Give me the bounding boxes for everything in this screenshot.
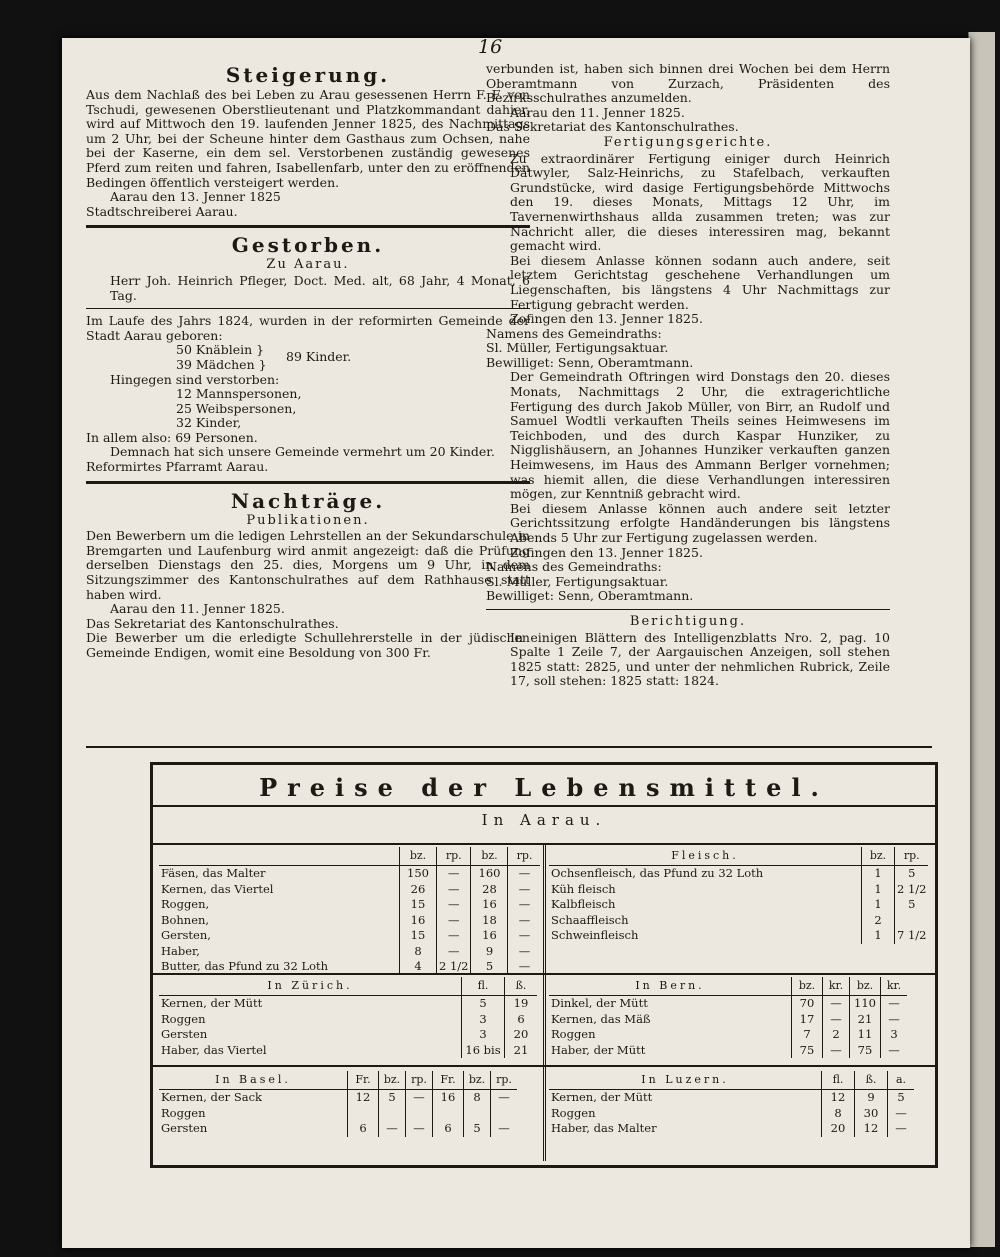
table-row [159, 866, 540, 882]
cell-value: — [888, 1106, 915, 1122]
bern-label: In Bern. [549, 977, 792, 996]
cell-value: 8 [400, 944, 437, 960]
divider [86, 308, 530, 309]
table-row [549, 882, 928, 898]
aarau-label: In Aarau. [481, 811, 607, 829]
cell-value: 5 [464, 1121, 491, 1137]
fert-sign-2b: Sl. Müller, Fertigungsaktuar. [486, 573, 669, 589]
table-row [549, 866, 928, 882]
cell-value [379, 1106, 406, 1122]
cell-value: — [491, 1121, 518, 1137]
col-head: rp. [508, 847, 541, 866]
dead-block [86, 387, 530, 431]
row-label: Gersten [161, 1027, 208, 1041]
aarau-table [159, 847, 540, 975]
row-label: Kernen, der Mütt [161, 996, 263, 1010]
table-row [549, 1090, 914, 1106]
cell-value: 26 [400, 882, 437, 898]
section-divider [86, 746, 932, 748]
col-head: kr. [881, 977, 908, 996]
table-row [159, 1012, 537, 1028]
cell-value: — [508, 959, 541, 975]
stats-intro: Im Laufe des Jahrs 1824, wurden in der reformirten Gemeinde der Stadt Aarau geboren: [86, 313, 530, 343]
row-label: Butter, das Pfund zu 32 Loth [161, 959, 329, 973]
nachtraege-text2: Die Bewerber um die erledigte Schullehrerstelle in der jüdischen Gemeinde Endigen, womit eine Besoldung von 300 Fr. [86, 630, 530, 660]
table-row [159, 913, 540, 929]
cell-value: 75 [792, 1043, 823, 1059]
nachtraege-sign: Das Sekretariat des Kantonschulrathes. [86, 615, 339, 631]
steigerung-sign: Stadtschreiberei Aarau. [86, 203, 238, 219]
births-total: 89 Kinder. [286, 349, 352, 365]
row-label: Kernen, der Mütt [551, 1090, 653, 1104]
cell-value: 6 [433, 1121, 464, 1137]
col-head: kr. [823, 977, 850, 996]
cell-value: — [508, 882, 541, 898]
fert-date-1: Zofingen den 13. Jenner 1825. [510, 311, 703, 327]
aarau-block [159, 847, 540, 975]
fert-date-2: Zofingen den 13. Jenner 1825. [510, 544, 703, 560]
cell-value: — [508, 897, 541, 913]
cell-value: 21 [850, 1012, 881, 1028]
row-label: Schaaffleisch [551, 912, 629, 927]
table-row [549, 928, 928, 944]
cell-value: 16 [471, 897, 508, 913]
cell-value: — [406, 1090, 433, 1106]
row-label: Kalbfleisch [551, 897, 616, 911]
col-head: bz. [792, 977, 823, 996]
cell-value: 5 [471, 959, 508, 975]
table-row [159, 1043, 537, 1059]
cell-value: 28 [471, 882, 508, 898]
basel-table [159, 1071, 517, 1137]
cell-value: — [508, 928, 541, 944]
births-block [86, 343, 530, 372]
cont-text: verbunden ist, haben sich binnen drei Wochen bei dem Herrn Oberamtmann von Zurzach, Präsidenten des Bezirksschulrathes anzumelden. [486, 61, 890, 106]
col-head: bz. [379, 1071, 406, 1090]
cell-value: 12 [822, 1090, 855, 1106]
cell-value: 9 [855, 1090, 888, 1106]
row-label: Ochsenfleisch, das Pfund zu 32 Loth [551, 866, 764, 880]
table-row [549, 996, 907, 1012]
col-head: Fr. [348, 1071, 379, 1090]
cell-value: 7 [792, 1027, 823, 1043]
col-head: ß. [505, 977, 538, 996]
stats-sign: Reformirtes Pfarramt Aarau. [86, 459, 269, 475]
cell-value [491, 1106, 518, 1122]
fert-text-2: Bei diesem Anlasse können sodann auch andere, seit letztem Gerichtstag geschehene Verhandlungen um Liegenschaften, bis längstens 4 Uhr Nachmittags zur Fertigung gebracht werden. [510, 252, 890, 312]
table-row [159, 1106, 517, 1122]
table-row [159, 897, 540, 913]
zuerich-table [159, 977, 537, 1058]
cell-value: 2 [862, 913, 895, 929]
col-head: a. [888, 1071, 915, 1090]
cell-value: 1 [862, 897, 895, 913]
bern-block [549, 977, 907, 1058]
table-row [549, 897, 928, 913]
col-head: fl. [822, 1071, 855, 1090]
gestorben-place: Zu Aarau. [266, 257, 350, 273]
cont-sign: Das Sekretariat des Kantonschulrathes. [486, 119, 739, 135]
divider [486, 609, 890, 610]
cell-value: — [379, 1121, 406, 1137]
row-label: Kernen, das Viertel [161, 881, 274, 896]
cell-value: 5 [462, 996, 505, 1012]
table-row [159, 944, 540, 960]
cell-value: 3 [462, 1027, 505, 1043]
fert-text-3: Der Gemeindrath Oftringen wird Donstags den 20. dieses Monats, Nachmittags 2 Uhr, die extragerichtliche Fertigung des durch Jakob Müller, von Birr, an Rudolf und Samuel Wodtli verkauften Theils seines Heimwesens im Teichboden, und des durch Kaspar Hunziker, zu Nigglishäusern, an Johannes Hunziker verkauften ganzen Heimwesens, im Haus des Ammann Berlger vornehmen; was hiemit allen, die diese Verhandlungen interessiren mögen, zur Kenntniß gebracht wird. [510, 369, 890, 502]
cell-value: — [888, 1121, 915, 1137]
cell-value: — [823, 996, 850, 1012]
nachtraege-sub: Publikationen. [246, 512, 370, 528]
col-head: rp. [491, 1071, 518, 1090]
bern-table [549, 977, 907, 1058]
fert-bewilliget-2: Bewilliget: Senn, Oberamtmann. [486, 588, 694, 604]
left-column [86, 62, 530, 661]
luzern-block [549, 1071, 914, 1137]
table-row [159, 928, 540, 944]
cell-value: — [437, 913, 471, 929]
table-row [159, 996, 537, 1012]
row-label: Roggen [161, 1105, 206, 1120]
col-head: ß. [855, 1071, 888, 1090]
cell-value: 70 [792, 996, 823, 1012]
cell-value [895, 913, 929, 929]
col-head: bz. [471, 847, 508, 866]
row-label: Haber, das Malter [551, 1121, 657, 1135]
col-head: bz. [862, 847, 895, 866]
cell-value: 2 1/2 [437, 959, 471, 975]
col-head: Fr. [433, 1071, 464, 1090]
basel-label: In Basel. [159, 1071, 348, 1090]
divider [86, 225, 530, 228]
cell-value: 9 [471, 944, 508, 960]
table-col-rule [543, 843, 546, 1161]
cell-value: 2 [823, 1027, 850, 1043]
row-label: Roggen [161, 1011, 206, 1026]
cell-value: 2 1/2 [895, 882, 929, 898]
cell-value: 17 [792, 1012, 823, 1028]
cell-value: 3 [462, 1012, 505, 1028]
cell-value: 75 [850, 1043, 881, 1059]
divider [86, 481, 530, 484]
fleisch-block [549, 847, 928, 944]
stats-increase: Demnach hat sich unsere Gemeinde vermehrt um 20 Kinder. [110, 444, 495, 460]
cell-value: — [881, 1043, 908, 1059]
cell-value: 21 [505, 1043, 538, 1059]
table-row [549, 1043, 907, 1059]
nachtraege-date: Aarau den 11. Jenner 1825. [110, 601, 285, 617]
cell-value: 8 [464, 1090, 491, 1106]
nachtraege-text: Den Bewerbern um die ledigen Lehrstellen an der Sekundarschule in Bremgarten und Laufenburg wird anmit angezeigt: daß die Prüfung derselben Dienstags den 25. dies, Morgens um 9 Uhr, in dem Sitzungszimmer des Kantonschulrathes auf dem Rathhause statt haben wird. [86, 528, 530, 602]
cell-value: — [823, 1043, 850, 1059]
page-number: 16 [478, 36, 503, 58]
zuerich-block [159, 977, 537, 1058]
cell-value: 16 [433, 1090, 464, 1106]
cell-value: — [881, 1012, 908, 1028]
dead-intro: Hingegen sind verstorben: [110, 371, 280, 387]
row-label: Dinkel, der Mütt [551, 996, 648, 1010]
col-head: rp. [406, 1071, 433, 1090]
cell-value: — [437, 882, 471, 898]
right-column [486, 62, 890, 689]
cell-value: 5 [895, 866, 929, 882]
fert-sign-1a: Namens des Gemeindraths: [486, 325, 662, 341]
stats-total: In allem also: 69 Personen. [86, 429, 258, 445]
dead-children: 32 Kinder, [176, 415, 242, 431]
table-row [159, 1121, 517, 1137]
cell-value: 7 1/2 [895, 928, 929, 944]
table-row [549, 1106, 914, 1122]
table-row [159, 882, 540, 898]
births-girls: 39 Mädchen } [176, 356, 267, 372]
fleisch-label: Fleisch. [549, 847, 862, 866]
cell-value: 5 [379, 1090, 406, 1106]
cell-value: 3 [881, 1027, 908, 1043]
cell-value: — [508, 913, 541, 929]
cell-value: 15 [400, 928, 437, 944]
cell-value: — [823, 1012, 850, 1028]
cell-value: 16 bis [462, 1043, 505, 1059]
row-label: Gersten, [161, 928, 211, 942]
cell-value: 15 [400, 897, 437, 913]
cell-value: — [491, 1090, 518, 1106]
cell-value: — [881, 996, 908, 1012]
basel-block [159, 1071, 517, 1137]
cell-value: 4 [400, 959, 437, 975]
fleisch-table [549, 847, 928, 944]
cell-value: 19 [505, 996, 538, 1012]
cell-value: 20 [822, 1121, 855, 1137]
row-label: Roggen, [161, 897, 210, 911]
cell-value: — [437, 944, 471, 960]
row-label: Gersten [161, 1121, 208, 1135]
row-label: Haber, der Mütt [551, 1042, 646, 1057]
cell-value [433, 1106, 464, 1122]
steigerung-heading: Steigerung. [225, 63, 391, 87]
page-edge [968, 32, 995, 1247]
table-row [549, 1121, 914, 1137]
col-head: rp. [895, 847, 929, 866]
cell-value: — [437, 897, 471, 913]
cell-value: 1 [862, 882, 895, 898]
price-table-title: Preise der Lebensmittel. [259, 773, 829, 802]
row-label: Roggen [551, 1105, 596, 1120]
cell-value: 12 [348, 1090, 379, 1106]
dead-men: 12 Mannspersonen, [176, 386, 302, 402]
cell-value: 150 [400, 866, 437, 882]
cell-value [406, 1106, 433, 1122]
col-head: bz. [850, 977, 881, 996]
fert-heading: Fertigungsgerichte. [603, 134, 773, 150]
cell-value: — [437, 928, 471, 944]
steigerung-date: Aarau den 13. Jenner 1825 [110, 189, 281, 205]
table-row [159, 959, 540, 975]
col-head: rp. [437, 847, 471, 866]
gestorben-text: Herr Joh. Heinrich Pfleger, Doct. Med. alt, 68 Jahr, 4 Monat, 6 Tag. [110, 272, 530, 303]
row-label: Kernen, der Sack [161, 1090, 262, 1104]
row-label: Schweinfleisch [551, 928, 639, 942]
row-label: Kernen, das Mäß [551, 1011, 651, 1026]
cell-value: 8 [822, 1106, 855, 1122]
cell-value: 160 [471, 866, 508, 882]
zuerich-label: In Zürich. [159, 977, 462, 996]
births-boys: 50 Knäblein } [176, 342, 265, 358]
berichtigung-heading: Berichtigung. [629, 613, 747, 629]
gestorben-heading: Gestorben. [231, 233, 385, 258]
table-row [549, 1012, 907, 1028]
row-label: Bohnen, [161, 912, 210, 927]
fert-sign-2a: Namens des Gemeindraths: [486, 559, 662, 575]
luzern-label: In Luzern. [549, 1071, 822, 1090]
table-rule [153, 805, 935, 807]
cell-value: — [406, 1121, 433, 1137]
row-label: Roggen [551, 1027, 596, 1041]
cell-value: 18 [471, 913, 508, 929]
row-label: Küh fleisch [551, 881, 616, 896]
steigerung-text: Aus dem Nachlaß des bei Leben zu Arau gesessenen Herrn F. F. von Tschudi, gewesenen Oberstlieutenant und Platzkommandant dahier, wird auf Mittwoch den 19. laufenden Jenner 1825, des Nachmittags um 2 Uhr, bei der Scheune hinter dem Gasthaus zum Ochsen, nahe bei der Kaserne, ein dem sel. Verstorbenen zuständig gewesenes Pferd zum reiten und fahren, Isabellenfarb, unter den zu eröffnenden Bedingen öffentlich versteigert werden. [86, 87, 530, 190]
cont-date: Aarau den 11. Jenner 1825. [510, 104, 685, 120]
cell-value: 6 [348, 1121, 379, 1137]
col-head: fl. [462, 977, 505, 996]
row-label: Haber, [161, 943, 200, 958]
cell-value: 16 [400, 913, 437, 929]
fert-text-4: Bei diesem Anlasse können auch andere seit letzter Gerichtssitzung erfolgte Handänderungen bis längstens Abends 5 Uhr zur Fertigung zugelassen werden. [510, 500, 890, 545]
cell-value: 20 [505, 1027, 538, 1043]
cell-value: — [508, 866, 541, 882]
dead-women: 25 Weibspersonen, [176, 400, 297, 416]
cell-value: 1 [862, 928, 895, 944]
cell-value: — [437, 866, 471, 882]
table-row [159, 1090, 517, 1106]
col-head: bz. [464, 1071, 491, 1090]
fert-text-1: Zu extraordinärer Fertigung einiger durch Heinrich Dätwyler, Salz-Heinrichs, zu Stafelbach, verkauften Grundstücke, wird dasige Fertigungsbehörde Mittwochs den 19. dieses Monats, Mittags 12 Uhr, im Tavernenwirthshaus allda zusammen treten; was zur Nachricht aller, die dieses interessiren mag, bekannt gemacht wird. [510, 150, 890, 254]
table-row [549, 913, 928, 929]
cell-value: 30 [855, 1106, 888, 1122]
row-label: Fäsen, das Malter [161, 866, 266, 880]
fert-sign-1b: Sl. Müller, Fertigungsaktuar. [486, 340, 669, 356]
price-table [150, 762, 938, 1168]
cell-value: 110 [850, 996, 881, 1012]
cell-value: 5 [895, 897, 929, 913]
row-label: Haber, das Viertel [161, 1042, 267, 1057]
table-row [159, 1027, 537, 1043]
cell-value [464, 1106, 491, 1122]
berichtigung-text: In einigen Blättern des Intelligenzblatts Nro. 2, pag. 10 Spalte 1 Zeile 7, der Aargauischen Anzeigen, soll stehen 1825 statt: 2825, und unter der nehmlichen Rubrick, Zeile 17, soll stehen: 1825 statt: 1824. [510, 629, 890, 689]
cell-value: 1 [862, 866, 895, 882]
col-head: bz. [400, 847, 437, 866]
nachtraege-heading: Nachträge. [230, 488, 386, 513]
cell-value [348, 1106, 379, 1122]
cell-value: 11 [850, 1027, 881, 1043]
cell-value: — [508, 944, 541, 960]
cell-value: 6 [505, 1012, 538, 1028]
cell-value: 12 [855, 1121, 888, 1137]
fert-bewilliget-1: Bewilliget: Senn, Oberamtmann. [486, 354, 694, 370]
cell-value: 5 [888, 1090, 915, 1106]
cell-value: 16 [471, 928, 508, 944]
luzern-table [549, 1071, 914, 1137]
table-row [549, 1027, 907, 1043]
